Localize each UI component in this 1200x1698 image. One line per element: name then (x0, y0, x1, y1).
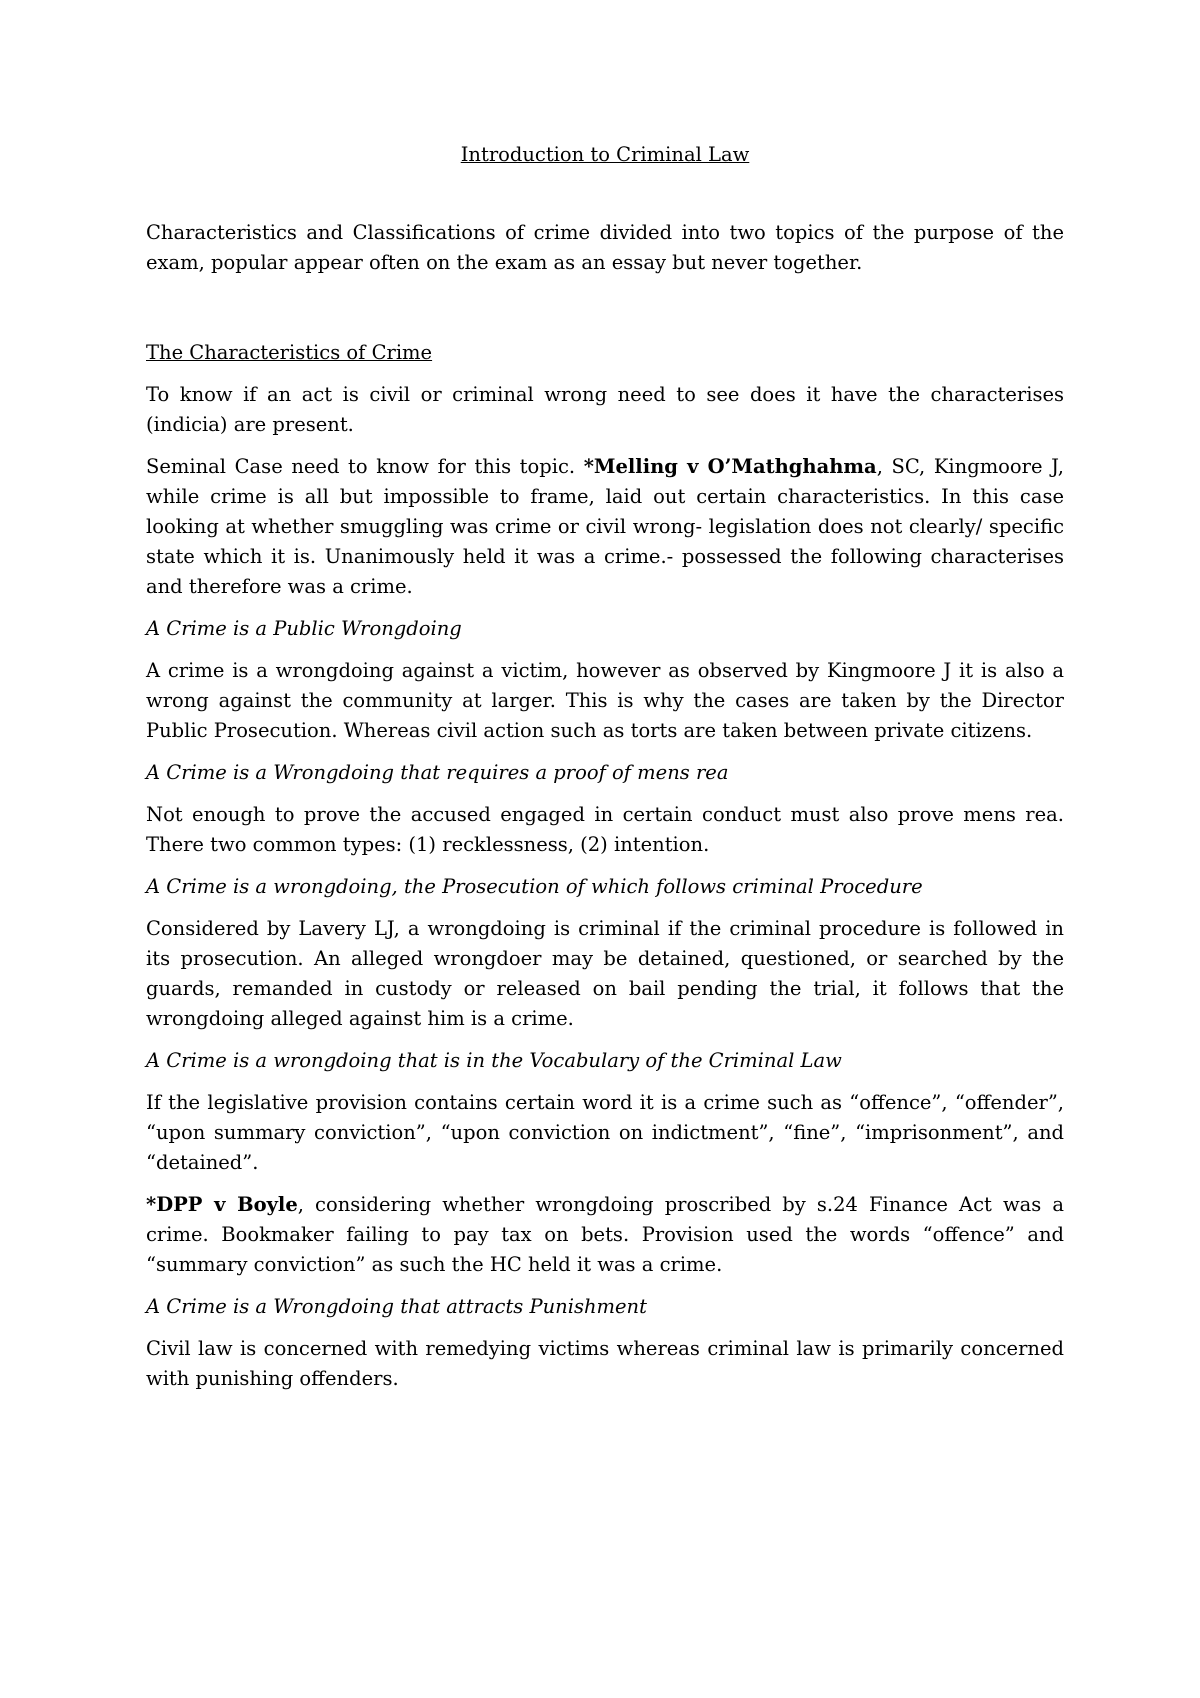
boyle-case-name: *DPP v Boyle (146, 1193, 298, 1216)
boyle-paragraph (146, 1190, 1064, 1280)
document-page (146, 140, 1064, 1406)
vocabulary-paragraph: If the legislative provision contains certain word it is a crime such as “offence”, “offender”, “upon summary conviction”, “upon conviction on indictment”, “fine”, “imprisonment”, and “detained”. (146, 1091, 1064, 1174)
mens-rea-paragraph: Not enough to prove the accused engaged in certain conduct must also prove mens rea. There two common types: (1) recklessness, (2) intention. (146, 803, 1064, 856)
heading-mens-rea: A Crime is a Wrongdoing that requires a proof of mens rea (146, 761, 729, 784)
melling-case-name: *Melling v O’Mathghahma (583, 455, 877, 478)
heading-punishment: A Crime is a Wrongdoing that attracts Punishment (146, 1295, 647, 1318)
public-wrongdoing-paragraph: A crime is a wrongdoing against a victim, however as observed by Kingmoore J it is also a wrong against the community at larger. This is why the cases are taken by the Director Public Prosecution. Whereas civil action such as torts are taken between private citizens. (146, 659, 1064, 742)
heading-vocabulary: A Crime is a wrongdoing that is in the Vocabulary of the Criminal Law (146, 1049, 842, 1072)
melling-paragraph (146, 452, 1064, 602)
heading-public-wrongdoing: A Crime is a Public Wrongdoing (146, 617, 462, 640)
document-title: Introduction to Criminal Law (460, 143, 750, 166)
intro-paragraph: Characteristics and Classifications of crime divided into two topics of the purpose of the exam, popular appear often on the exam as an essay but never together. (146, 221, 1064, 274)
boyle-rest: , considering whether wrongdoing proscribed by s.24 Finance Act was a crime. Bookmaker failing to pay tax on bets. Provision used the words “offence” and “summary conviction” as such the HC held it was a crime. (146, 1193, 1064, 1276)
civil-or-criminal-paragraph: To know if an act is civil or criminal wrong need to see does it have the characterises (indicia) are present. (146, 383, 1064, 436)
punishment-paragraph: Civil law is concerned with remedying victims whereas criminal law is primarily concerned with punishing offenders. (146, 1337, 1064, 1390)
melling-rest: , SC, Kingmoore J, while crime is all but impossible to frame, laid out certain characteristics. In this case looking at whether smuggling was crime or civil wrong- legislation does not clearly/ specific state which it is. Unanimously held it was a crime.- possessed the following characterises and therefore was a crime. (146, 455, 1064, 598)
heading-criminal-procedure: A Crime is a wrongdoing, the Prosecution of which follows criminal Procedure (146, 875, 923, 898)
section-heading: The Characteristics of Crime (146, 341, 433, 364)
criminal-procedure-paragraph: Considered by Lavery LJ, a wrongdoing is criminal if the criminal procedure is followed in its prosecution. An alleged wrongdoer may be detained, questioned, or searched by the guards, remanded in custody or released on bail pending the trial, it follows that the wrongdoing alleged against him is a crime. (146, 917, 1064, 1030)
melling-lead: Seminal Case need to know for this topic. (146, 455, 584, 478)
